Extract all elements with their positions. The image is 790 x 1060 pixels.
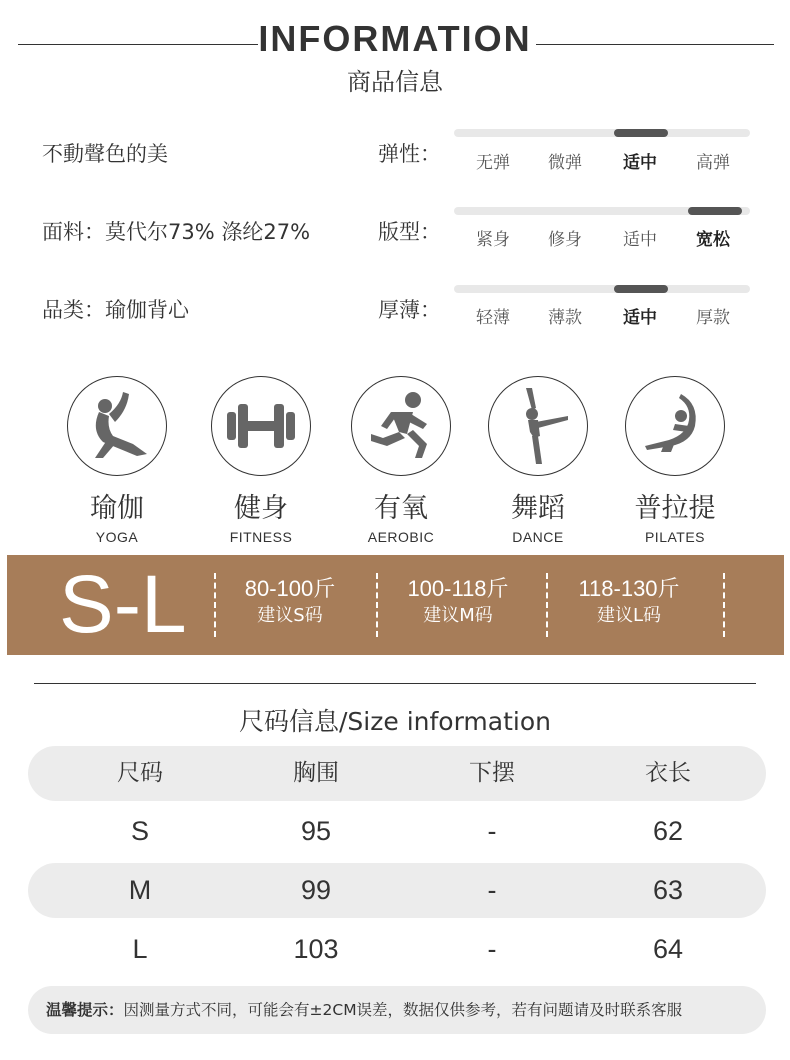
size-segment-s <box>208 575 372 629</box>
pilates-pose-icon <box>625 376 725 476</box>
cell-length: 63 <box>652 875 684 905</box>
sport-pilates <box>605 376 745 545</box>
dumbbell-icon <box>211 376 311 476</box>
column-header-hem: 下摆 <box>469 760 515 786</box>
thickness-label: 厚薄： <box>378 298 441 322</box>
category-info: 品类：瑜伽背心 <box>42 298 189 322</box>
column-header-size: 尺码 <box>117 760 163 786</box>
size-suggestion: 建议L码 <box>596 605 662 626</box>
size-range: S-L <box>59 559 187 650</box>
column-header-bust: 胸围 <box>293 760 339 786</box>
thickness-option-selected: 适中 <box>623 308 657 328</box>
sport-name-en: YOGA <box>95 529 139 545</box>
sport-aerobic <box>331 376 471 545</box>
size-suggestion: 建议M码 <box>423 605 493 626</box>
page-subtitle: 商品信息 <box>347 68 443 96</box>
cell-hem: - <box>487 875 497 905</box>
cell-size: L <box>132 934 148 964</box>
table-row <box>28 804 766 859</box>
fit-option: 紧身 <box>476 230 510 250</box>
weight-range: 80-100斤 <box>244 576 336 601</box>
sport-name-cn: 普拉提 <box>634 493 716 524</box>
sport-name-cn: 健身 <box>234 493 288 524</box>
fit-marker <box>688 207 742 215</box>
size-segment-m <box>376 575 540 629</box>
cell-length: 62 <box>652 816 684 846</box>
sport-yoga <box>47 376 187 545</box>
cell-size: S <box>130 816 149 846</box>
dancer-icon <box>488 376 588 476</box>
size-segment-l <box>547 575 711 629</box>
size-recommendation-band <box>7 555 784 655</box>
thickness-marker <box>614 285 668 293</box>
measurement-note <box>28 986 766 1034</box>
sport-dance <box>468 376 608 545</box>
thickness-option: 厚款 <box>696 308 730 328</box>
cell-bust: 103 <box>293 934 339 964</box>
column-header-length: 衣长 <box>645 760 691 786</box>
weight-range: 100-118斤 <box>407 576 509 601</box>
fit-option-selected: 宽松 <box>696 230 730 250</box>
elasticity-option: 微弹 <box>548 153 582 173</box>
size-table-title: 尺码信息/Size information <box>239 707 551 736</box>
cell-bust: 95 <box>300 816 332 846</box>
note-label: 温馨提示： <box>46 1001 124 1019</box>
fit-option: 适中 <box>623 230 657 250</box>
thickness-option: 轻薄 <box>476 308 510 328</box>
sport-fitness <box>191 376 331 545</box>
fabric-info: 面料：莫代尔73% 涤纶27% <box>42 220 311 244</box>
fit-option: 修身 <box>548 230 582 250</box>
thickness-track <box>454 285 750 293</box>
sport-name-en: PILATES <box>644 529 706 545</box>
elasticity-option-selected: 适中 <box>623 153 657 173</box>
thickness-option: 薄款 <box>548 308 582 328</box>
sport-name-cn: 有氧 <box>374 493 428 524</box>
elasticity-option: 无弹 <box>476 153 510 173</box>
table-row <box>28 863 766 918</box>
cell-hem: - <box>487 934 497 964</box>
note-text: 因测量方式不同，可能会有±2CM误差，数据仅供参考，若有问题请及时联系客服 <box>123 1001 683 1019</box>
elasticity-marker <box>614 129 668 137</box>
cell-length: 64 <box>652 934 684 964</box>
running-figure-icon <box>351 376 451 476</box>
table-rule <box>34 683 756 684</box>
product-tagline: 不動聲色的美 <box>42 142 168 166</box>
sport-name-cn: 瑜伽 <box>90 493 144 524</box>
cell-hem: - <box>487 816 497 846</box>
size-suggestion: 建议S码 <box>257 605 323 626</box>
elasticity-label: 弹性： <box>378 142 441 166</box>
sport-name-en: DANCE <box>512 529 564 545</box>
fit-track <box>454 207 750 215</box>
sport-name-cn: 舞蹈 <box>511 493 565 524</box>
elasticity-option: 高弹 <box>696 153 730 173</box>
table-row <box>28 922 766 977</box>
sport-name-en: AEROBIC <box>367 529 435 545</box>
elasticity-track <box>454 129 750 137</box>
weight-range: 118-130斤 <box>578 576 680 601</box>
table-header-row <box>28 746 766 801</box>
yoga-pose-icon <box>67 376 167 476</box>
page-title: INFORMATION <box>258 18 532 59</box>
cell-size: M <box>128 875 152 905</box>
fit-label: 版型： <box>378 220 441 244</box>
sport-name-en: FITNESS <box>229 529 293 545</box>
band-divider <box>723 573 725 637</box>
cell-bust: 99 <box>300 875 332 905</box>
